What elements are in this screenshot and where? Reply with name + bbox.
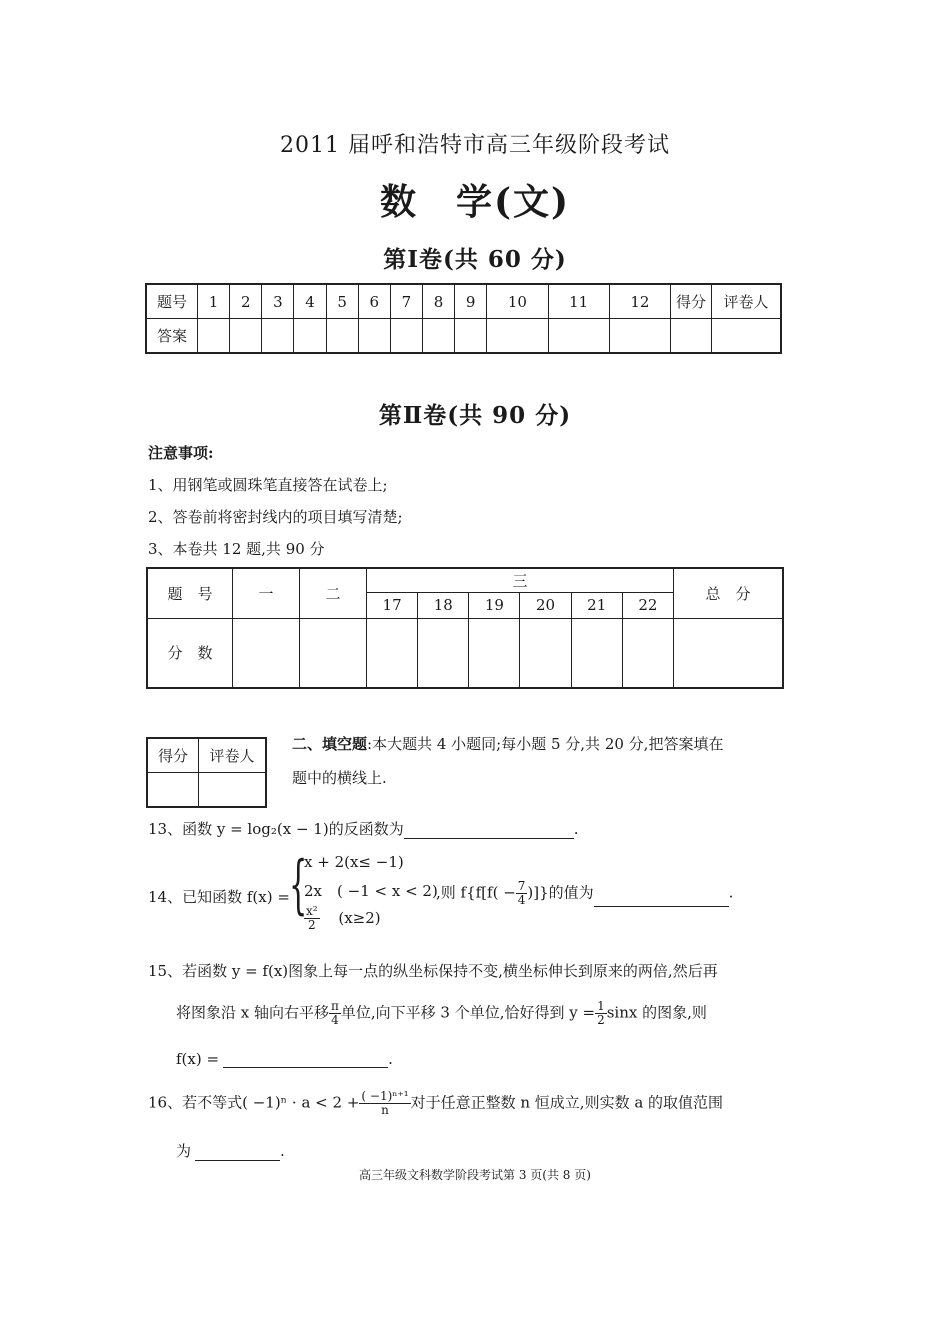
question-number-cell: 9 [455,284,487,319]
section-two-label: 二 [300,568,367,618]
answer-cell[interactable] [390,319,422,354]
section2-score-box [146,737,267,808]
q16-answer-blank[interactable] [195,1146,280,1161]
note-item: 3、本卷共 12 题,共 90 分 [148,540,325,558]
q16-end: . [280,1142,285,1160]
question-number-cell: 5 [326,284,358,319]
subject-title: 数 学(文) [379,181,571,223]
part2-heading: 第Ⅱ卷(共 90 分) [378,402,572,429]
question-number-cell: 11 [548,284,609,319]
q13-answer-blank[interactable] [404,824,574,839]
q14-case2: 2x ( −1 < x < 2) [304,882,438,900]
q15-line2-b: 单位,向下平移 3 个单位,恰好得到 y = [340,1003,596,1022]
score-cell[interactable] [367,618,418,688]
answer-cell[interactable] [487,319,548,354]
score-cell[interactable] [622,618,673,688]
score-table-score-row [147,618,783,688]
q16-line2 [176,1140,285,1161]
subquestion-number: 18 [418,592,469,618]
q14-prefix: 14、已知函数 f(x) = [148,888,290,906]
q13-text: 13、函数 y = log₂(x − 1)的反函数为 [148,820,404,838]
q16-line1 [148,1090,723,1117]
answer-cell[interactable] [198,319,230,354]
q14-brace: { [289,848,308,922]
score-table-header-row [147,568,783,592]
q15-line2-c: sinx 的图象,则 [606,1003,707,1022]
q15-half-numerator: 1 [597,999,605,1013]
q14-mid: ,则 f{f[f( − [436,883,516,902]
section2-score-header [147,738,266,773]
question-number-cell: 3 [262,284,294,319]
question-number-cell: 12 [609,284,670,319]
score-cell[interactable] [469,618,520,688]
score-cell[interactable] [671,319,712,354]
total-score-cell[interactable] [674,618,784,688]
subquestion-number: 19 [469,592,520,618]
q14-end: . [728,883,734,902]
q14-case1: x + 2(x≤ −1) [304,853,404,871]
answer-cell[interactable] [358,319,390,354]
section-one-label: 一 [233,568,300,618]
subquestion-number: 21 [571,592,622,618]
exam-title: 2011 届呼和浩特市高三年级阶段考试 [280,133,670,158]
score-table [146,567,784,689]
answer-table-header-row [146,284,781,319]
question-label: 题 号 [147,568,233,618]
q14-tail [436,880,733,907]
answer-cell[interactable] [609,319,670,354]
q14-suffix: )]}的值为 [527,883,594,902]
grader-label: 评卷人 [712,284,782,319]
grader-cell[interactable] [712,319,782,354]
q14-fraction [516,880,528,907]
section2-description [292,733,782,754]
section2-grader-cell[interactable] [199,773,267,808]
q15-pi-denominator: 4 [331,1013,339,1027]
answer-cell[interactable] [294,319,326,354]
q15-answer-blank[interactable] [223,1053,388,1068]
q14-frac-denominator: 4 [517,893,526,907]
q15-line3 [176,1050,393,1068]
score-cell[interactable] [571,618,622,688]
q16-b: 对于任意正整数 n 恒成立,则实数 a 的取值范围 [410,1093,724,1112]
q16-fraction [359,1090,410,1117]
question-13 [148,818,578,839]
section2-heading: 二、填空题 [292,735,368,753]
section2-desc-line2: 题中的横线上. [292,769,387,787]
score-label: 得分 [671,284,712,319]
answer-table-answer-row [146,319,781,354]
q15-line1: 15、若函数 y = f(x)图象上每一点的纵坐标保持不变,横坐标伸长到原来的两倍,然后再 [148,962,718,980]
answer-cell[interactable] [262,319,294,354]
question-number-cell: 8 [422,284,454,319]
answer-label: 答案 [146,319,198,354]
note-item: 2、答卷前将密封线内的项目填写清楚; [148,508,403,526]
subquestion-number: 22 [622,592,673,618]
question-number-cell: 2 [230,284,262,319]
answer-cell[interactable] [230,319,262,354]
answer-table [145,283,782,354]
q14-frac-numerator: 7 [517,879,526,893]
q15-end: . [388,1050,393,1068]
q15-pi-fraction [329,1000,341,1027]
q14-case3 [304,905,381,932]
q16-frac-numerator: ( −1)ⁿ⁺¹ [361,1089,409,1103]
q15-line2-a: 将图象沿 x 轴向右平移 [176,1003,329,1022]
section2-score-cell[interactable] [147,773,199,808]
q16-frac-denominator: n [381,1103,389,1117]
question-number-label: 题号 [146,284,198,319]
q14-case3-fraction [304,905,320,932]
q16-a: 16、若不等式( −1)ⁿ · a < 2 + [148,1093,360,1112]
q14-case3-denominator: 2 [307,918,316,932]
section2-score-row [147,773,266,808]
question-number-cell: 4 [294,284,326,319]
q14-case3-numerator: x² [306,904,318,918]
q15-fx: f(x) = [176,1050,220,1068]
score-row-label: 分 数 [147,618,233,688]
q15-pi-numerator: π [331,999,339,1013]
total-label: 总 分 [674,568,784,618]
q15-line2 [176,1000,707,1027]
question-number-cell: 1 [198,284,230,319]
subquestion-number: 20 [520,592,571,618]
section-three-label: 三 [367,568,674,592]
subquestion-number: 17 [367,592,418,618]
section2-desc-line1: :本大题共 4 小题同;每小题 5 分,共 20 分,把答案填在 [367,735,724,753]
answer-cell[interactable] [455,319,487,354]
score-cell[interactable] [233,618,300,688]
answer-cell[interactable] [326,319,358,354]
question-number-cell: 6 [358,284,390,319]
q14-case3-condition: (x≥2) [338,908,381,927]
score-cell[interactable] [418,618,469,688]
question-number-cell: 10 [487,284,548,319]
answer-cell[interactable] [422,319,454,354]
section2-grader-label: 评卷人 [199,738,267,773]
q15-half-fraction [595,1000,607,1027]
note-item: 1、用钢笔或圆珠笔直接答在试卷上; [148,476,388,494]
page-footer: 高三年级文科数学阶段考试第 3 页(共 8 页) [359,1168,591,1182]
q16-line2-text: 为 [176,1142,192,1160]
score-cell[interactable] [520,618,571,688]
question-number-cell: 7 [390,284,422,319]
notes-heading: 注意事项: [148,444,214,462]
q15-half-denominator: 2 [597,1013,605,1027]
q14-answer-blank[interactable] [594,892,729,907]
score-cell[interactable] [300,618,367,688]
section2-score-label: 得分 [147,738,199,773]
part1-heading: 第Ⅰ卷(共 60 分) [383,246,567,273]
answer-cell[interactable] [548,319,609,354]
q13-end: . [573,820,579,838]
